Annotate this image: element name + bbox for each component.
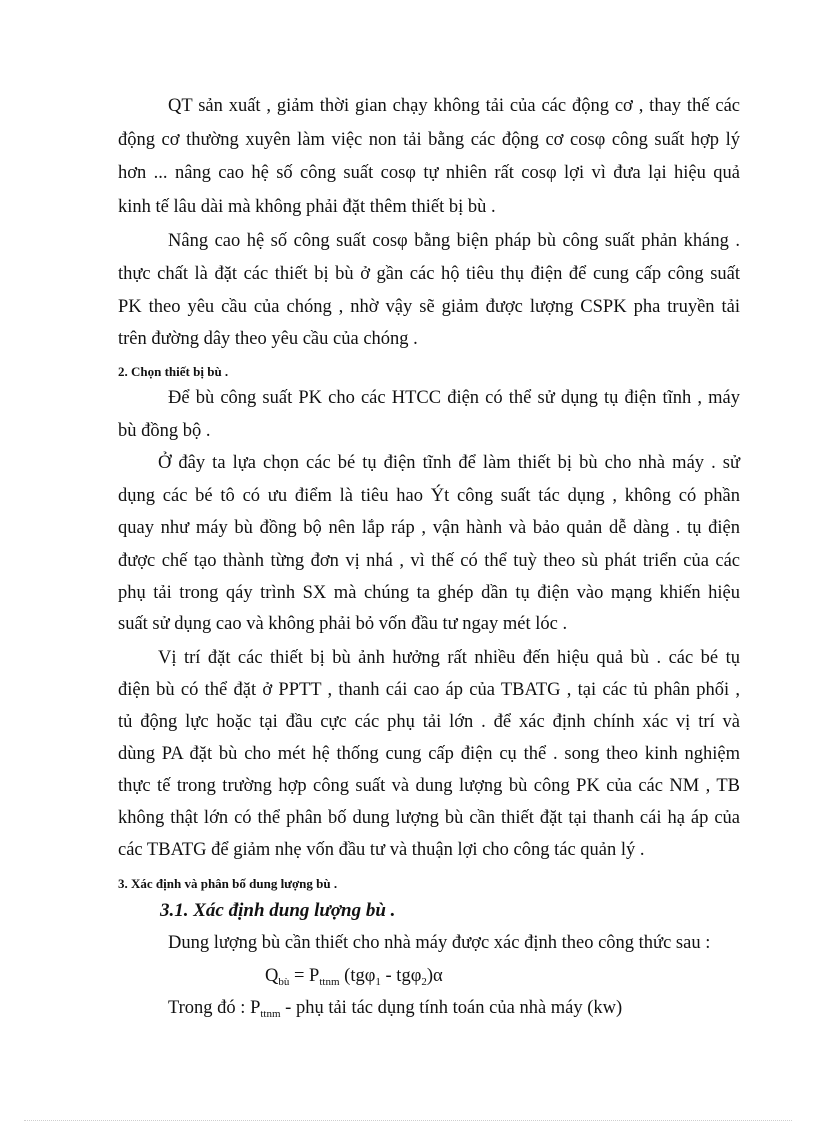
page-bottom-rule [24,1120,792,1121]
section-heading-3: 3. Xác định và phân bố dung lượng bù . [118,876,338,891]
paragraph-line: động cơ thường xuyên làm việc non tải bằng các động cơ cosφ công suất hợp lý [118,130,740,150]
paragraph-line: Ở đây ta lựa chọn các bé tụ điện tĩnh để làm thiết bị bù cho nhà máy . sử [158,453,740,473]
paragraph-line: PK theo yêu cầu của chóng , nhờ vậy sẽ giảm được lượng CSPK pha truyền tải [118,297,740,317]
formula-qbu: $Q_{bù} = P_{ttnm}$ (tgφ$_1$ - tgφ$_2$)α [265,966,443,988]
paragraph-line: bù đồng bộ . [118,421,211,441]
paragraph-line: tủ động lực hoặc tại đầu cực các phụ tải lớn . để xác định chính xác vị trí và [118,712,740,732]
paragraph-line: Dung lượng bù cần thiết cho nhà máy được xác định theo công thức sau : [168,933,711,953]
paragraph-line: dụng các bé tô có ưu điểm là tiêu hao Ýt công suất tác dụng , không có phần [118,486,740,506]
paragraph-line: dùng PA đặt bù cho mét hệ thống cung cấp điện cụ thể . song theo kinh nghiệm [118,744,740,764]
paragraph-line: được chế tạo thành từng đơn vị nhá , vì thế có thể tuỳ theo sù phát triển của các [118,551,740,571]
paragraph-line: hơn ... nâng cao hệ số công suất cosφ tự nhiên rất cosφ lợi vì đưa lại hiệu quả [118,163,740,183]
paragraph-line: suất sử dụng cao và không phải bỏ vốn đầu tư ngay mét lóc . [118,614,568,634]
paragraph-line: Để bù công suất PK cho các HTCC điện có thể sử dụng tụ điện tĩnh , máy [168,388,740,408]
paragraph-line: Vị trí đặt các thiết bị bù ảnh hưởng rất nhiều đến hiệu quả bù . các bé tụ [158,648,740,668]
paragraph-line: các TBATG để giảm nhẹ vốn đầu tư và thuận lợi cho công tác quản lý . [118,840,645,860]
paragraph-line: điện bù có thể đặt ở PPTT , thanh cái cao áp của TBATG , tại các tủ phân phối , [118,680,740,700]
paragraph-line: QT sản xuất , giảm thời gian chạy không tải của các động cơ , thay thế các [168,96,740,116]
paragraph-line: quay như máy bù đồng bộ nên lắp ráp , vận hành và bảo quản dễ dàng . tụ điện [118,518,740,538]
paragraph-line: thực chất là đặt các thiết bị bù ở gần các hộ tiêu thụ điện để cung cấp công suất [118,264,740,284]
section-heading-2: 2. Chọn thiết bị bù . [118,364,229,379]
paragraph-line: Nâng cao hệ số công suất cosφ bằng biện pháp bù công suất phản kháng . [168,231,740,251]
paragraph-line: trên đường dây theo yêu cầu của chóng . [118,329,418,349]
paragraph-line: phụ tải trong qáy trình SX mà chúng ta ghép dần tụ điện vào mạng khiến hiệu [118,583,740,603]
formula-where-line: Trong đó : $P_{ttnm}$ - phụ tải tác dụng tính toán của nhà máy (kw) [168,998,623,1020]
subsection-heading-3-1: 3.1. Xác định dung lượng bù . [160,900,396,921]
paragraph-line: không thật lớn có thể phân bố dung lượng bù cần thiết đặt tại thanh cái hạ áp của [118,808,740,828]
paragraph-line: kinh tế lâu dài mà không phải đặt thêm thiết bị bù . [118,197,496,217]
paragraph-line: thực tế trong trường hợp công suất và dung lượng bù công PK của các NM , TB [118,776,740,796]
